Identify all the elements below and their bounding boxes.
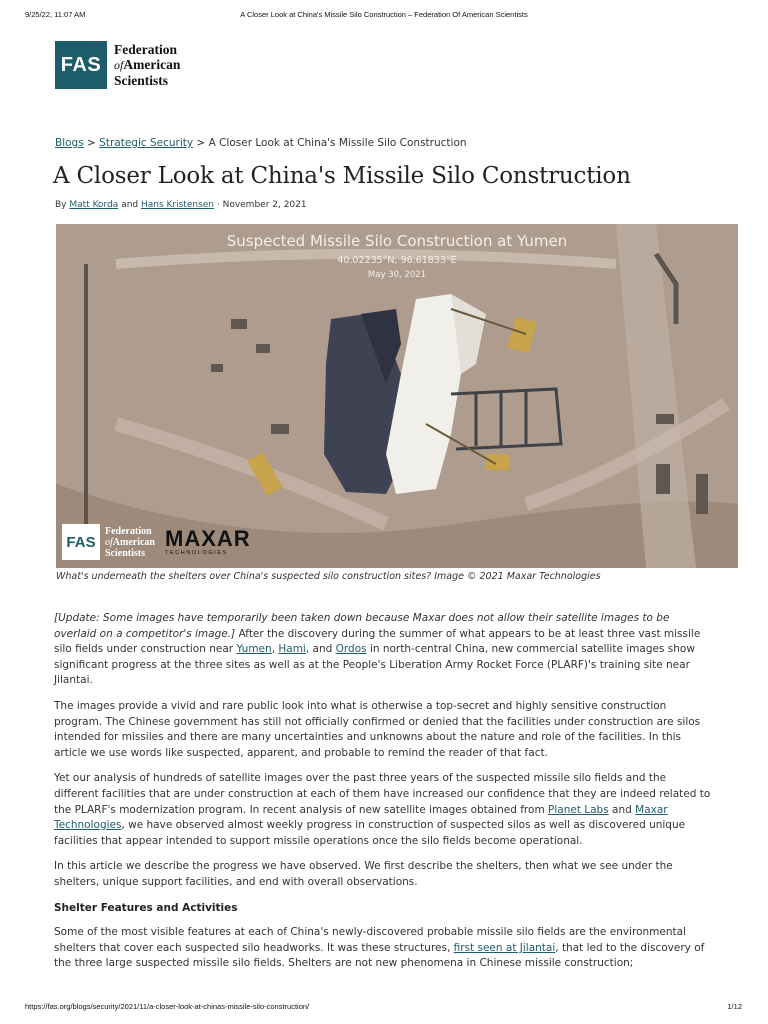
logo-line-2 xyxy=(114,57,180,73)
link-first-seen-at-jilantai[interactable]: first seen at Jilantai xyxy=(453,941,556,954)
byline xyxy=(55,200,307,210)
maxar-logo-word: MAXAR xyxy=(165,526,251,551)
paragraph-2: The images provide a vivid and rare public look into what is otherwise a top-secret and highly sensitive construction program. The Chinese government has still not officially confirmed or denied that the facilities under construction are silos intended for missiles and there are many uncertainties and unknowns about the nature and role of the facilities. In this article we use words like suspected, apparent, and probable to remind the reader of that fact. xyxy=(54,699,701,759)
paragraph-4: In this article we describe the progress we have observed. We first describe the shelters, then what we see under the shelters, unique support facilities, and end with overall observations. xyxy=(54,860,673,888)
print-datetime: 9/25/22, 11:07 AM xyxy=(25,10,86,19)
maxar-logo xyxy=(165,528,251,556)
link-hami[interactable]: Hami xyxy=(278,643,306,656)
logo-line-3: Scientists xyxy=(114,73,168,88)
print-title: A Closer Look at China's Missile Silo Construction – Federation Of American Scientists xyxy=(240,10,528,19)
text-span: , xyxy=(271,643,279,656)
text-span: Some of the most visible features at each of China's newly-discovered probable missile silo fields are the environmental shelters that cover each suspected silo headworks. It was these structures, xyxy=(54,926,686,954)
image-overlay-title: Suspected Missile Silo Construction at Yumen xyxy=(226,232,568,250)
link-planet-labs[interactable]: Planet Labs xyxy=(548,803,609,816)
fas-logo-text xyxy=(114,42,180,88)
image-logo-line-3: Scientists xyxy=(105,547,145,559)
link-maxar-technologies[interactable]: Maxar Technologies xyxy=(54,803,668,832)
text-span: , that led to the discovery of the three large suspected missile silo fields. Shelters are not new phenomena in Chinese missile construction; xyxy=(54,941,705,970)
maxar-logo-sub: TECHNOLOGIES xyxy=(165,550,228,556)
text-span: and xyxy=(608,803,636,816)
print-url: https://fas.org/blogs/security/2021/11/a-closer-look-at-chinas-missile-silo-construction/ xyxy=(25,1002,310,1011)
byline-and: and xyxy=(118,200,141,210)
article-body xyxy=(54,611,714,982)
breadcrumb-current: A Closer Look at China's Missile Silo Construction xyxy=(208,137,467,149)
print-page-number: 1/12 xyxy=(727,1002,742,1011)
image-fas-logo-text xyxy=(105,526,155,559)
fas-logo-box: FAS xyxy=(55,41,107,89)
breadcrumb-blogs-link[interactable]: Blogs xyxy=(55,137,84,149)
image-fas-logo: FAS xyxy=(62,524,100,560)
article-title: A Closer Look at China's Missile Silo Construction xyxy=(53,163,631,189)
publish-date: · November 2, 2021 xyxy=(214,200,307,210)
satellite-image xyxy=(56,224,738,568)
image-logo-line-2 xyxy=(105,537,155,548)
breadcrumb-sep: > xyxy=(193,137,209,149)
text-span: , and xyxy=(305,643,336,656)
breadcrumb xyxy=(55,137,467,149)
image-caption: What's underneath the shelters over China's suspected silo construction sites? Image © 2021 Maxar Technologies xyxy=(56,571,601,582)
image-logo-of: of xyxy=(105,536,113,548)
logo-of: of xyxy=(114,58,124,72)
fas-logo[interactable] xyxy=(55,41,180,89)
update-note: [Update: Some images have temporarily been taken down because Maxar does not allow their satellite images to be overlaid on a competitor's image.] xyxy=(54,612,670,640)
author-link-hans-kristensen[interactable]: Hans Kristensen xyxy=(140,200,214,210)
image-overlay-logos xyxy=(62,524,251,560)
breadcrumb-strategic-security-link[interactable]: Strategic Security xyxy=(99,137,194,149)
text-span: After the discovery during the summer of what appears to be at least three vast missile silo fields under construction near xyxy=(54,627,701,656)
paragraph-5 xyxy=(54,925,714,972)
breadcrumb-sep: > xyxy=(83,137,100,149)
paragraph-1 xyxy=(54,611,714,689)
author-link-matt-korda[interactable]: Matt Korda xyxy=(69,200,119,210)
logo-american: American xyxy=(123,57,181,72)
paragraph-3 xyxy=(54,771,714,849)
image-logo-line-1: Federation xyxy=(105,525,152,537)
image-overlay-date: May 30, 2021 xyxy=(367,270,427,280)
text-span: Yet our analysis of hundreds of satellite images over the past three years of the suspected missile silo fields and the different facilities that are under construction at each of them have increased our confidence that they are indeed related to the PLARF's modernization program. In recent analysis of new satellite images obtained from xyxy=(54,772,711,816)
text-span: , we have observed almost weekly progress in construction of suspected silos as well as discovered unique facilities that appear intended to support missile operations once the silo fields become operational. xyxy=(54,819,686,847)
byline-by: By xyxy=(55,200,70,210)
link-yumen[interactable]: Yumen xyxy=(236,643,272,656)
section-heading-shelter: Shelter Features and Activities xyxy=(54,901,238,914)
logo-line-1: Federation xyxy=(114,42,177,57)
link-ordos[interactable]: Ordos xyxy=(335,643,367,656)
image-overlay-coordinates: 40.02235°N, 96.61833°E xyxy=(337,255,457,266)
image-logo-american: American xyxy=(112,536,155,548)
text-span: in north-central China, new commercial satellite images show significant progress at the three sites as well as at the People's Liberation Army Rocket Force (PLARF)'s training site near Jilantai. xyxy=(54,643,695,687)
